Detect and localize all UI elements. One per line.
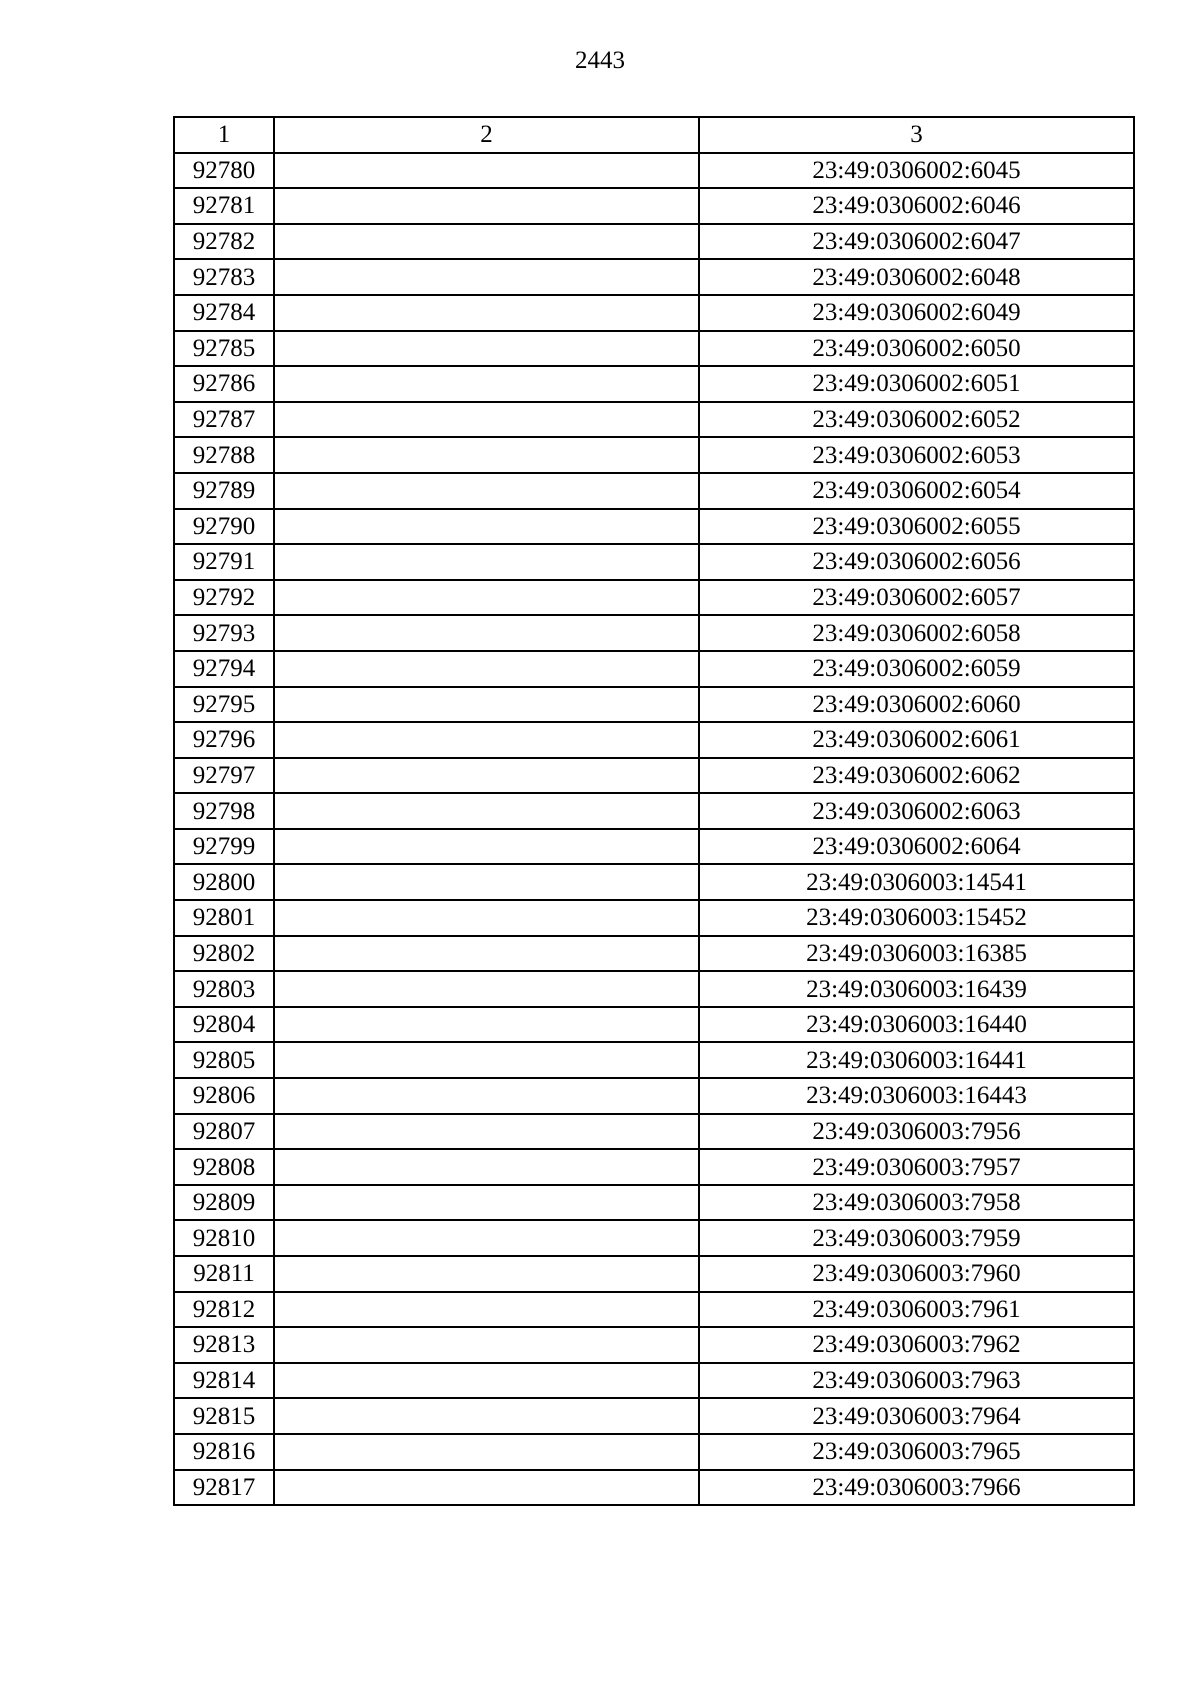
cadastral-number-cell: 23:49:0306003:7957: [699, 1149, 1134, 1185]
row-number-cell: 92791: [174, 544, 274, 580]
table-row: [174, 366, 1134, 402]
row-name-cell: [274, 758, 699, 794]
row-number-cell: 92784: [174, 295, 274, 331]
row-name-cell: [274, 1398, 699, 1434]
row-name-cell: [274, 1363, 699, 1399]
row-name-cell: [274, 651, 699, 687]
cadastral-number-cell: 23:49:0306003:7963: [699, 1363, 1134, 1399]
row-name-cell: [274, 331, 699, 367]
table-row: [174, 1007, 1134, 1043]
row-name-cell: [274, 1256, 699, 1292]
row-number-cell: 92805: [174, 1042, 274, 1078]
row-number-cell: 92808: [174, 1149, 274, 1185]
table-row: [174, 224, 1134, 260]
cadastral-number-cell: 23:49:0306003:16441: [699, 1042, 1134, 1078]
row-name-cell: [274, 1220, 699, 1256]
table-row: [174, 758, 1134, 794]
table-row: [174, 295, 1134, 331]
table-row: [174, 1398, 1134, 1434]
row-name-cell: [274, 722, 699, 758]
row-number-cell: 92815: [174, 1398, 274, 1434]
table-row: [174, 188, 1134, 224]
cadastral-number-cell: 23:49:0306003:7959: [699, 1220, 1134, 1256]
cadastral-number-cell: 23:49:0306002:6045: [699, 153, 1134, 189]
row-number-cell: 92812: [174, 1292, 274, 1328]
cadastral-number-cell: 23:49:0306003:14541: [699, 864, 1134, 900]
cadastral-number-cell: 23:49:0306003:7960: [699, 1256, 1134, 1292]
table-row: [174, 1149, 1134, 1185]
row-number-cell: 92797: [174, 758, 274, 794]
row-number-cell: 92785: [174, 331, 274, 367]
row-name-cell: [274, 188, 699, 224]
table-row: [174, 1363, 1134, 1399]
table-row: [174, 402, 1134, 438]
row-number-cell: 92811: [174, 1256, 274, 1292]
row-name-cell: [274, 366, 699, 402]
row-name-cell: [274, 1114, 699, 1150]
row-name-cell: [274, 829, 699, 865]
table-row: [174, 544, 1134, 580]
cadastral-number-cell: 23:49:0306003:7956: [699, 1114, 1134, 1150]
table-row: [174, 971, 1134, 1007]
row-number-cell: 92793: [174, 615, 274, 651]
row-number-cell: 92807: [174, 1114, 274, 1150]
table-row: [174, 509, 1134, 545]
row-number-cell: 92806: [174, 1078, 274, 1114]
cadastral-number-cell: 23:49:0306002:6052: [699, 402, 1134, 438]
row-number-cell: 92809: [174, 1185, 274, 1221]
table-row: [174, 1434, 1134, 1470]
row-number-cell: 92817: [174, 1470, 274, 1506]
table-row: [174, 1185, 1134, 1221]
column-header-3: 3: [699, 117, 1134, 153]
table-row: [174, 687, 1134, 723]
row-name-cell: [274, 580, 699, 616]
cadastral-number-cell: 23:49:0306003:7965: [699, 1434, 1134, 1470]
table-header-row: [174, 117, 1134, 153]
row-name-cell: [274, 864, 699, 900]
table-row: [174, 829, 1134, 865]
row-name-cell: [274, 1078, 699, 1114]
row-number-cell: 92802: [174, 936, 274, 972]
cadastral-number-cell: 23:49:0306003:7966: [699, 1470, 1134, 1506]
cadastral-number-cell: 23:49:0306002:6060: [699, 687, 1134, 723]
table-row: [174, 153, 1134, 189]
cadastral-number-cell: 23:49:0306002:6047: [699, 224, 1134, 260]
row-name-cell: [274, 900, 699, 936]
row-number-cell: 92789: [174, 473, 274, 509]
table-row: [174, 1470, 1134, 1506]
table-row: [174, 1078, 1134, 1114]
row-name-cell: [274, 1470, 699, 1506]
row-number-cell: 92794: [174, 651, 274, 687]
cadastral-number-cell: 23:49:0306002:6048: [699, 259, 1134, 295]
cadastral-number-cell: 23:49:0306003:7964: [699, 1398, 1134, 1434]
cadastral-number-cell: 23:49:0306003:16439: [699, 971, 1134, 1007]
table-row: [174, 1256, 1134, 1292]
cadastral-number-cell: 23:49:0306002:6046: [699, 188, 1134, 224]
row-name-cell: [274, 1292, 699, 1328]
row-name-cell: [274, 295, 699, 331]
column-header-1: 1: [174, 117, 274, 153]
row-name-cell: [274, 437, 699, 473]
row-number-cell: 92795: [174, 687, 274, 723]
row-name-cell: [274, 1149, 699, 1185]
row-number-cell: 92813: [174, 1327, 274, 1363]
row-number-cell: 92810: [174, 1220, 274, 1256]
row-name-cell: [274, 687, 699, 723]
table-row: [174, 793, 1134, 829]
cadastral-number-cell: 23:49:0306002:6058: [699, 615, 1134, 651]
cadastral-number-cell: 23:49:0306002:6062: [699, 758, 1134, 794]
column-header-2: 2: [274, 117, 699, 153]
row-name-cell: [274, 936, 699, 972]
table-row: [174, 651, 1134, 687]
row-name-cell: [274, 473, 699, 509]
table-row: [174, 1292, 1134, 1328]
row-name-cell: [274, 1434, 699, 1470]
table-row: [174, 1220, 1134, 1256]
row-number-cell: 92799: [174, 829, 274, 865]
row-number-cell: 92798: [174, 793, 274, 829]
table-row: [174, 259, 1134, 295]
row-number-cell: 92788: [174, 437, 274, 473]
table-row: [174, 1327, 1134, 1363]
cadastral-number-cell: 23:49:0306002:6049: [699, 295, 1134, 331]
cadastral-number-cell: 23:49:0306002:6056: [699, 544, 1134, 580]
cadastral-number-cell: 23:49:0306003:16443: [699, 1078, 1134, 1114]
table-row: [174, 900, 1134, 936]
cadastral-number-cell: 23:49:0306002:6050: [699, 331, 1134, 367]
row-name-cell: [274, 544, 699, 580]
row-number-cell: 92787: [174, 402, 274, 438]
row-number-cell: 92800: [174, 864, 274, 900]
cadastral-number-cell: 23:49:0306003:7962: [699, 1327, 1134, 1363]
cadastral-number-cell: 23:49:0306002:6064: [699, 829, 1134, 865]
cadastral-number-cell: 23:49:0306003:7958: [699, 1185, 1134, 1221]
row-name-cell: [274, 402, 699, 438]
row-number-cell: 92790: [174, 509, 274, 545]
cadastral-number-cell: 23:49:0306002:6059: [699, 651, 1134, 687]
registry-table: [173, 116, 1135, 1506]
row-number-cell: 92780: [174, 153, 274, 189]
row-name-cell: [274, 615, 699, 651]
row-number-cell: 92792: [174, 580, 274, 616]
registry-table-body: [174, 117, 1134, 1505]
row-number-cell: 92786: [174, 366, 274, 402]
row-number-cell: 92814: [174, 1363, 274, 1399]
row-number-cell: 92816: [174, 1434, 274, 1470]
table-row: [174, 580, 1134, 616]
row-name-cell: [274, 259, 699, 295]
row-name-cell: [274, 1185, 699, 1221]
row-number-cell: 92796: [174, 722, 274, 758]
row-number-cell: 92804: [174, 1007, 274, 1043]
row-number-cell: 92781: [174, 188, 274, 224]
row-name-cell: [274, 509, 699, 545]
cadastral-number-cell: 23:49:0306003:16385: [699, 936, 1134, 972]
row-name-cell: [274, 1042, 699, 1078]
cadastral-number-cell: 23:49:0306002:6054: [699, 473, 1134, 509]
table-row: [174, 1114, 1134, 1150]
row-name-cell: [274, 153, 699, 189]
cadastral-number-cell: 23:49:0306002:6055: [699, 509, 1134, 545]
cadastral-number-cell: 23:49:0306003:16440: [699, 1007, 1134, 1043]
cadastral-number-cell: 23:49:0306002:6061: [699, 722, 1134, 758]
row-name-cell: [274, 1327, 699, 1363]
row-number-cell: 92783: [174, 259, 274, 295]
row-number-cell: 92801: [174, 900, 274, 936]
row-name-cell: [274, 793, 699, 829]
cadastral-number-cell: 23:49:0306002:6051: [699, 366, 1134, 402]
row-name-cell: [274, 971, 699, 1007]
cadastral-number-cell: 23:49:0306003:7961: [699, 1292, 1134, 1328]
row-name-cell: [274, 1007, 699, 1043]
table-row: [174, 437, 1134, 473]
table-row: [174, 473, 1134, 509]
page-number: 2443: [575, 47, 625, 74]
table-row: [174, 1042, 1134, 1078]
row-number-cell: 92782: [174, 224, 274, 260]
table-row: [174, 331, 1134, 367]
table-row: [174, 722, 1134, 758]
cadastral-number-cell: 23:49:0306002:6057: [699, 580, 1134, 616]
table-row: [174, 615, 1134, 651]
table-row: [174, 936, 1134, 972]
row-name-cell: [274, 224, 699, 260]
cadastral-number-cell: 23:49:0306003:15452: [699, 900, 1134, 936]
table-row: [174, 864, 1134, 900]
row-number-cell: 92803: [174, 971, 274, 1007]
cadastral-number-cell: 23:49:0306002:6063: [699, 793, 1134, 829]
cadastral-number-cell: 23:49:0306002:6053: [699, 437, 1134, 473]
